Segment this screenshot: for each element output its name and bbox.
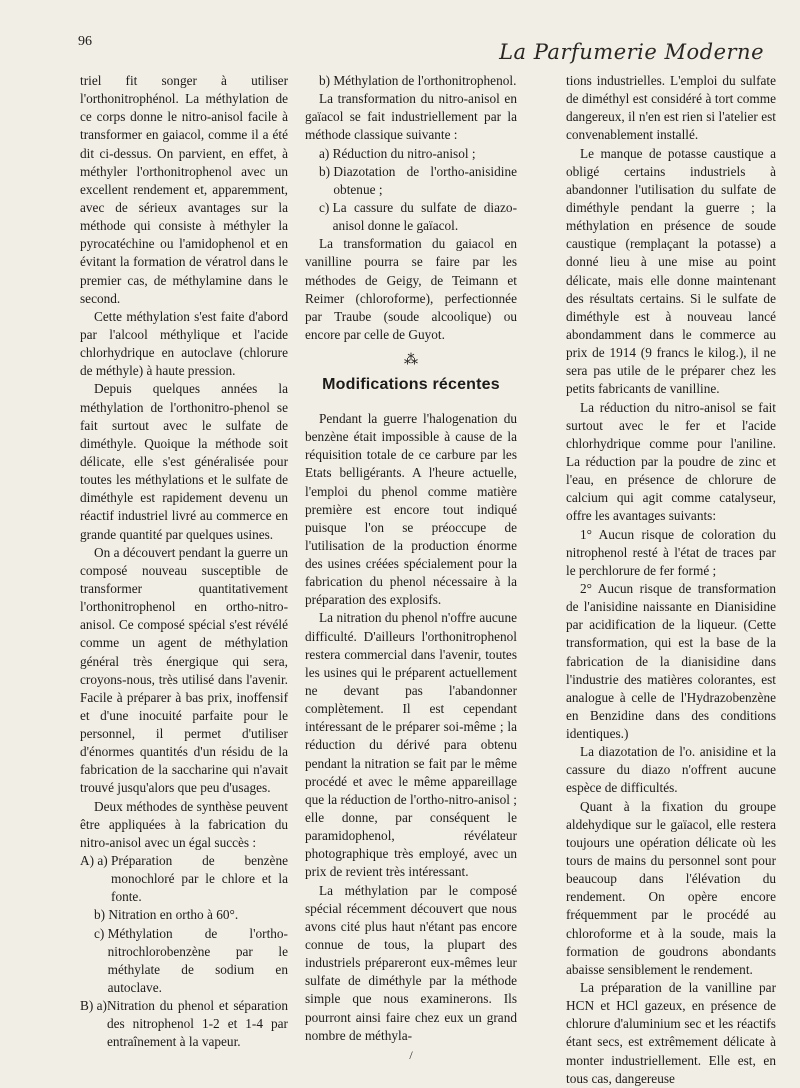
list-text: La cassure du sulfate de diazo-anisol donne le gaïacol. — [332, 199, 517, 234]
list-marker: a) — [319, 145, 333, 161]
page-number: 96 — [78, 34, 92, 49]
list-item — [80, 925, 288, 998]
journal-title: La Parfumerie Moderne — [499, 40, 764, 64]
paragraph: Quant à la fixation du groupe aldehydique sur le gaïacol, elle restera toujours une opération délicate où les tours de mains du personnel sont pour beaucoup dans l'élévation du rendement. On opère encore fréquemment par le procédé au chloroforme et à la soude, mais la formation de goudrons abondants abaisse sensiblement le rendement. — [566, 798, 776, 977]
paragraph: 2° Aucun risque de transformation de l'anisidine naissante en Dianisidine par acidification de la liqueur. (Cette transformation, qui est la base de la fabrication de la dianisidine dans l'industrie des matières colorantes, est analogue à celle de l'Hydrazobenzène en Benzidine dans des conditions identiques.) — [566, 580, 776, 742]
paragraph: La méthylation par le composé spécial récemment découvert que nous avons cité plus haut n'étant pas encore connue de tous, la plupart des industriels prépareront eux-mêmes leur sulfate de diméthyle par la méthode simple que nous examinerons. Ils pourront ainsi faire chez eux un grand nombre de méthyla- — [305, 882, 517, 1043]
paragraph: Pendant la guerre l'halogenation du benzène était impossible à cause de la réquisition totale de ce carbure par les Etats belligérants. A l'heure actuelle, l'emploi du phenol comme matière première est encore tout indiqué puisque l'on se préoccupe de l'utilisation de la production énorme des usines créées spécialement pour la fabrication du phenol nécessaire à la préparation des explosifs. — [305, 410, 517, 608]
list-item — [80, 906, 288, 924]
paragraph: Depuis quelques années la méthylation de l'orthonitro-phenol se fait surtout avec le sulfate de diméthyle. Quoique la méthode soit délicate, elle s'est généralisée pour toutes les méthylations et le sulfate de diméthyle est rapidement devenu un réactif industriel livré au commerce en grande quantité par quelques usines. — [80, 381, 288, 542]
list-text: Nitration du phenol et séparation des nitrophenol 1-2 et 1-4 par entraînement à la vapeur. — [106, 998, 288, 1050]
list-text: Méthylation de l'orthonitrophenol. — [333, 73, 517, 88]
section-heading: Modifications récentes — [322, 376, 500, 394]
asterism-ornament: ⁂ — [404, 353, 418, 369]
list-marker: b) — [319, 73, 334, 88]
paragraph: triel fit songer à utiliser l'orthonitrophénol. La méthylation de ce corps donne le nitro-anisol facile à transformer en gaiacol, comme il a été dit ci-dessus. On parvient, en effet, à méthyler l'orthonitrophenol avec un excellent rendement et, apparemment, avec de sérieux avantages sur la méthode qui consiste à méthyler la pyrocatéchine ou l'amidophenol et en évitant la formation de vératrol dans le premier cas, de méthylamine dans le second. — [80, 73, 288, 306]
paragraph: Le manque de potasse caustique a obligé certains industriels à abandonner l'utilisation du sulfate de diméthyle pendant la guerre ; la méthylation en présence de soude caustique (remplaçant la potasse) a donné lieu à une mise au point délicate, mais elle donne maintenant des résultats certains. Si le sulfate de diméthyle est à nouveau lancé abondamment dans le commerce au prix de 1914 (9 francs le kilog.), il ne sera pas utile de le préparer chez les petits fabricants de vanilline. — [566, 145, 776, 397]
paragraph: La diazotation de l'o. anisidine et la cassure du diazo n'offrent aucune espèce de difficultés. — [566, 744, 776, 796]
paragraph: 1° Aucun risque de coloration du nitrophenol resté à l'état de traces par le perchlorure de fer formé ; — [566, 526, 776, 578]
list-item — [305, 199, 517, 235]
list-text: Diazotation de l'ortho-anisidine obtenue ; — [333, 163, 517, 197]
list-item — [305, 163, 517, 199]
paragraph: On a découvert pendant la guerre un composé nouveau susceptible de transformer quantitativement l'orthonitrophenol en ortho-nitro-anisol. Ce composé spécial s'est révélé comme un agent de méthylation général très énergique qui sera, croyons-nous, très utilisé dans l'avenir. Facile à préparer à bas prix, inoffensif et d'une inocuité parfaite pour le personnel, il permet d'utiliser d'énormes quantités d'un résidu de la fabrication de la saccharine qui n'avait trouvé jusqu'alors que peu d'usages. — [80, 544, 288, 796]
list-item — [305, 145, 517, 163]
list-text: Nitration en ortho à 60°. — [108, 907, 239, 923]
list-marker: B) a) — [80, 998, 107, 1014]
paragraph: La réduction du nitro-anisol se fait surtout avec le fer et l'acide chlorhydrique comme pour l'aniline. La réduction par la poudre de zinc et l'eau, en présence de chlorure de calcium qui agit comme catalyseur, offre les avantages suivants: — [566, 399, 776, 524]
bottom-mark: / — [409, 1047, 413, 1062]
list-marker: b) — [319, 163, 334, 179]
list-item — [305, 72, 517, 90]
paragraph: La transformation du nitro-anisol en gaïacol se fait industriellement par la méthode classique suivante : — [305, 91, 517, 143]
list-marker: A) a) — [80, 853, 112, 869]
paragraph: tions industrielles. L'emploi du sulfate de diméthyl est considéré à tort comme dangereux, il n'en est rien si l'atelier est convenablement installé. — [566, 73, 776, 143]
paragraph: La transformation du gaiacol en vanilline pourra se faire par les méthodes de Geigy, de Teimann et Reimer (chloroforme), perfectionnée par Traube (soude alcoolique) ou encore par celle de Guyot. — [305, 236, 517, 342]
list-marker: c) — [319, 199, 333, 215]
paragraph: Deux méthodes de synthèse peuvent être appliquées à la fabrication du nitro-anisol avec un égal succès : — [80, 798, 288, 850]
list-marker: c) — [94, 925, 108, 941]
text-column-2 — [305, 72, 517, 1063]
list-text: Méthylation de l'ortho-nitrochlorobenzène par le méthylate de sodium en autoclave. — [107, 925, 288, 996]
paragraph: Cette méthylation s'est faite d'abord par l'alcool méthylique et l'acide chlorhydrique en autoclave (chlorure de méthyle) à haute pression. — [80, 308, 288, 379]
paragraph: La nitration du phenol n'offre aucune difficulté. D'ailleurs l'orthonitrophenol restera commercial dans l'avenir, toutes les usines qui le préparent actuellement ne devant pas l'abandonner complètement. Il est cependant intéressant de le préparer soi-même ; la réduction du dérivé para obtenu pendant la nitration se fait par le même procédé et avec le même appareillage que la réduction de l'ortho-nitro-anisol ; elle donne, par conséquent le paramidophenol, révélateur photographique très employé, avec un prix de revient très intéressant. — [305, 610, 517, 880]
list-item — [80, 997, 288, 1051]
list-item — [80, 852, 288, 906]
paragraph: La préparation de la vanilline par HCN et HCl gazeux, en présence de chlorure d'aluminium sec et les réactifs étant secs, est extrêmement délicate à monter industriellement. Elle est, en tous cas, dangereuse — [566, 980, 776, 1086]
list-marker: b) — [94, 907, 109, 923]
list-text: Préparation de benzène monochloré par le chlore et la fonte. — [111, 853, 288, 905]
text-column-1 — [80, 72, 288, 1052]
list-text: Réduction du nitro-anisol ; — [332, 145, 476, 161]
text-column-3 — [566, 72, 776, 1088]
